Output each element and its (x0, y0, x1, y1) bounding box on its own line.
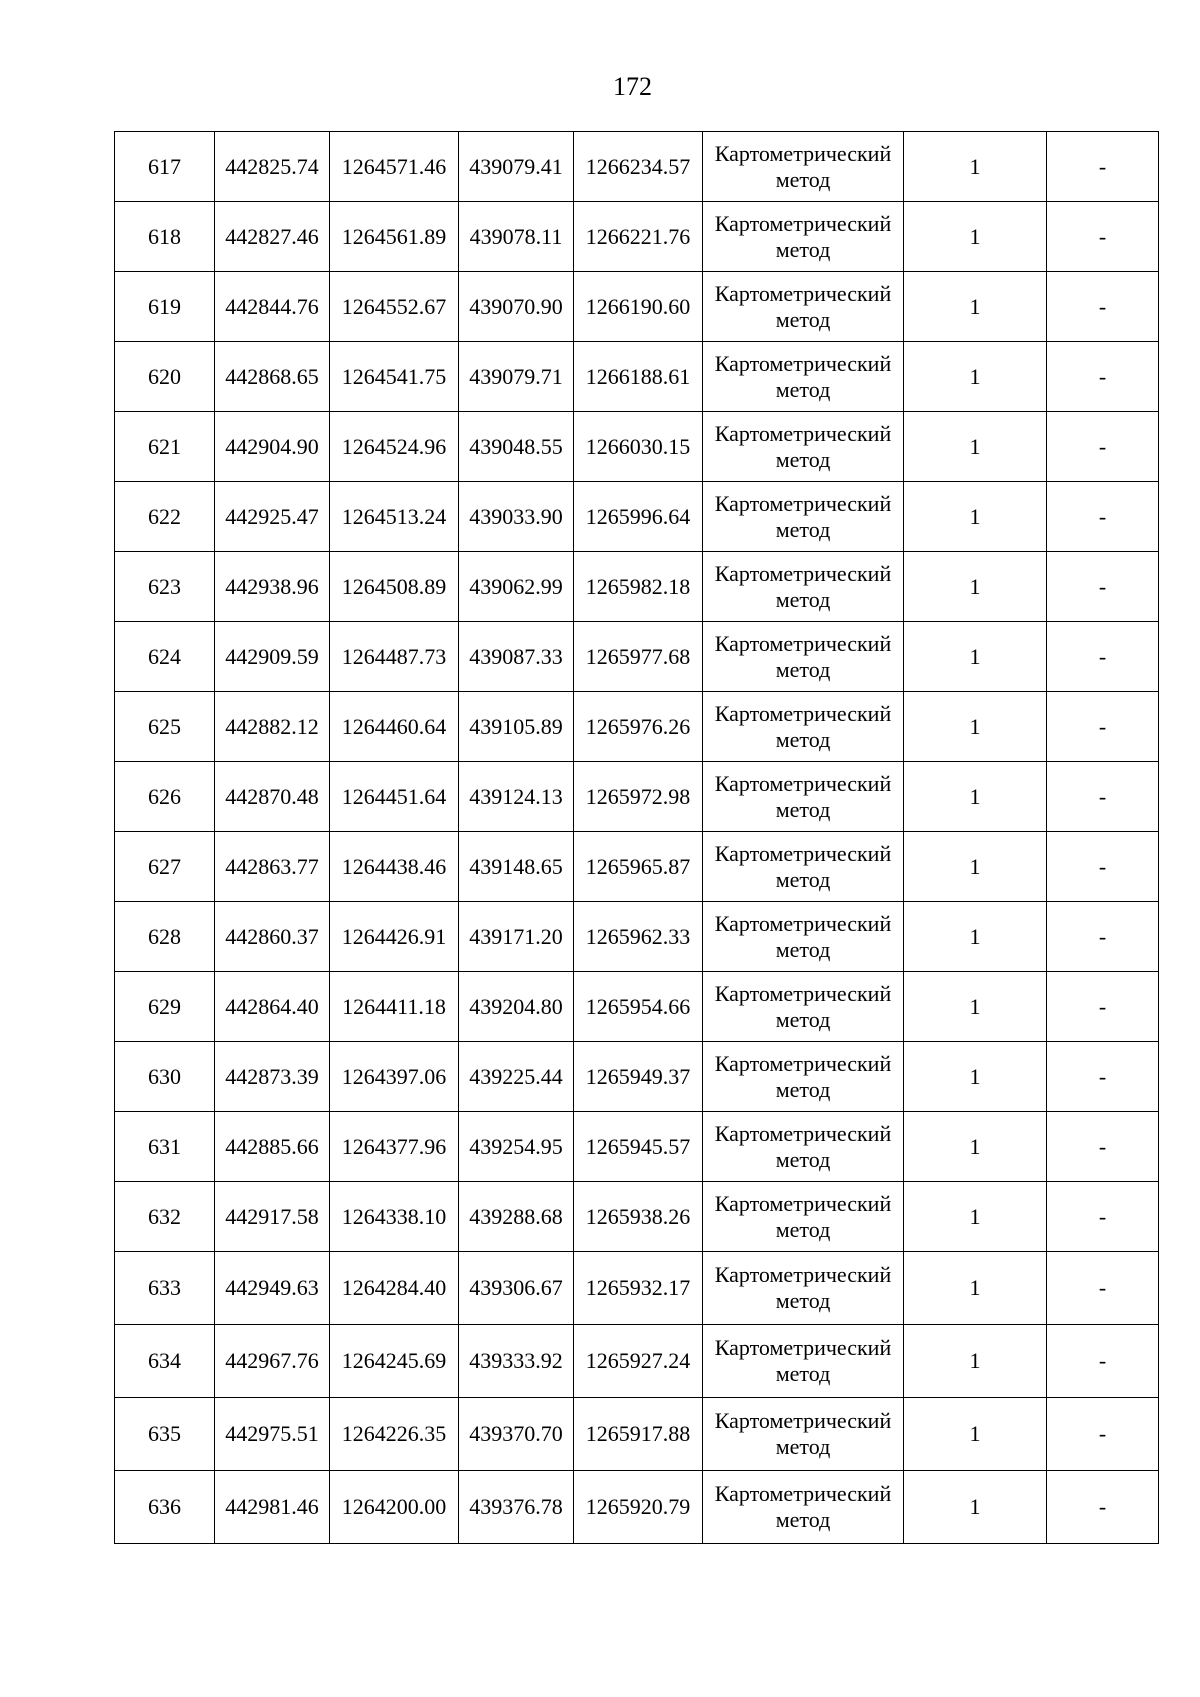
cell-x-coordinate-2: 439033.90 (459, 482, 574, 552)
cell-method (703, 972, 904, 1042)
method-word-line: метод (775, 1434, 831, 1459)
cell-x-coordinate-2: 439105.89 (459, 692, 574, 762)
method-name-line: Картометрический (714, 840, 892, 866)
cell-y-coordinate-2: 1265962.33 (574, 902, 703, 972)
cell-y-coordinate-1: 1264397.06 (330, 1042, 459, 1112)
cell-method (703, 1325, 904, 1398)
cell-accuracy: 1 (904, 342, 1047, 412)
table-row (115, 1325, 1159, 1398)
cell-note: - (1047, 482, 1159, 552)
cell-y-coordinate-2: 1265965.87 (574, 832, 703, 902)
method-word-line: метод (775, 446, 831, 472)
cell-note: - (1047, 1252, 1159, 1325)
cell-x-coordinate-2: 439254.95 (459, 1112, 574, 1182)
method-name-line: Картометрический (714, 560, 892, 586)
cell-method (703, 132, 904, 202)
cell-x-coordinate-1: 442873.39 (215, 1042, 330, 1112)
cell-note: - (1047, 972, 1159, 1042)
cell-x-coordinate-1: 442860.37 (215, 902, 330, 972)
cell-point-number: 621 (115, 412, 215, 482)
method-word-line: метод (775, 796, 831, 822)
cell-accuracy: 1 (904, 482, 1047, 552)
cell-method (703, 902, 904, 972)
method-word-line: метод (775, 1288, 831, 1313)
table-row (115, 202, 1159, 272)
table-row (115, 482, 1159, 552)
cell-y-coordinate-2: 1266188.61 (574, 342, 703, 412)
cell-y-coordinate-1: 1264411.18 (330, 972, 459, 1042)
cell-y-coordinate-1: 1264487.73 (330, 622, 459, 692)
method-word-line: метод (775, 726, 831, 752)
cell-x-coordinate-1: 442975.51 (215, 1398, 330, 1471)
table-row (115, 622, 1159, 692)
cell-note: - (1047, 272, 1159, 342)
coordinates-table (114, 131, 1159, 1544)
method-name-line: Картометрический (714, 770, 892, 796)
cell-y-coordinate-2: 1265927.24 (574, 1325, 703, 1398)
cell-point-number: 626 (115, 762, 215, 832)
method-name-line: Картометрический (714, 140, 892, 166)
cell-y-coordinate-2: 1266221.76 (574, 202, 703, 272)
cell-note: - (1047, 412, 1159, 482)
cell-x-coordinate-2: 439070.90 (459, 272, 574, 342)
cell-y-coordinate-1: 1264561.89 (330, 202, 459, 272)
cell-x-coordinate-1: 442870.48 (215, 762, 330, 832)
cell-y-coordinate-2: 1265945.57 (574, 1112, 703, 1182)
cell-y-coordinate-1: 1264200.00 (330, 1471, 459, 1544)
cell-accuracy: 1 (904, 762, 1047, 832)
cell-method (703, 1398, 904, 1471)
cell-point-number: 633 (115, 1252, 215, 1325)
method-name-line: Картометрический (714, 420, 892, 446)
cell-point-number: 634 (115, 1325, 215, 1398)
cell-y-coordinate-2: 1266030.15 (574, 412, 703, 482)
cell-x-coordinate-1: 442882.12 (215, 692, 330, 762)
cell-x-coordinate-1: 442904.90 (215, 412, 330, 482)
table-row (115, 832, 1159, 902)
cell-method (703, 622, 904, 692)
cell-accuracy: 1 (904, 272, 1047, 342)
cell-note: - (1047, 552, 1159, 622)
cell-x-coordinate-1: 442864.40 (215, 972, 330, 1042)
cell-y-coordinate-2: 1265920.79 (574, 1471, 703, 1544)
cell-y-coordinate-1: 1264426.91 (330, 902, 459, 972)
cell-note: - (1047, 832, 1159, 902)
cell-accuracy: 1 (904, 132, 1047, 202)
method-word-line: метод (775, 866, 831, 892)
cell-x-coordinate-1: 442863.77 (215, 832, 330, 902)
table-row (115, 1042, 1159, 1112)
cell-accuracy: 1 (904, 1042, 1047, 1112)
cell-x-coordinate-1: 442925.47 (215, 482, 330, 552)
cell-x-coordinate-2: 439288.68 (459, 1182, 574, 1252)
cell-method (703, 272, 904, 342)
cell-y-coordinate-2: 1265938.26 (574, 1182, 703, 1252)
cell-accuracy: 1 (904, 1325, 1047, 1398)
method-word-line: метод (775, 516, 831, 542)
cell-point-number: 631 (115, 1112, 215, 1182)
cell-x-coordinate-1: 442949.63 (215, 1252, 330, 1325)
cell-method (703, 1112, 904, 1182)
method-word-line: метод (775, 166, 831, 192)
cell-x-coordinate-1: 442909.59 (215, 622, 330, 692)
cell-note: - (1047, 902, 1159, 972)
cell-y-coordinate-2: 1266190.60 (574, 272, 703, 342)
cell-method (703, 1252, 904, 1325)
cell-method (703, 552, 904, 622)
cell-point-number: 627 (115, 832, 215, 902)
cell-y-coordinate-1: 1264451.64 (330, 762, 459, 832)
cell-accuracy: 1 (904, 202, 1047, 272)
cell-y-coordinate-1: 1264524.96 (330, 412, 459, 482)
cell-point-number: 618 (115, 202, 215, 272)
cell-y-coordinate-1: 1264460.64 (330, 692, 459, 762)
cell-y-coordinate-1: 1264338.10 (330, 1182, 459, 1252)
table-row (115, 342, 1159, 412)
table-row (115, 972, 1159, 1042)
method-word-line: метод (775, 1216, 831, 1242)
method-name-line: Картометрический (714, 1190, 892, 1216)
cell-point-number: 632 (115, 1182, 215, 1252)
cell-x-coordinate-2: 439204.80 (459, 972, 574, 1042)
cell-method (703, 1182, 904, 1252)
cell-y-coordinate-2: 1265976.26 (574, 692, 703, 762)
cell-y-coordinate-1: 1264552.67 (330, 272, 459, 342)
cell-point-number: 617 (115, 132, 215, 202)
cell-point-number: 628 (115, 902, 215, 972)
method-word-line: метод (775, 376, 831, 402)
table-row (115, 1182, 1159, 1252)
method-name-line: Картометрический (714, 350, 892, 376)
cell-method (703, 1042, 904, 1112)
cell-x-coordinate-2: 439124.13 (459, 762, 574, 832)
cell-x-coordinate-2: 439306.67 (459, 1252, 574, 1325)
cell-method (703, 412, 904, 482)
cell-accuracy: 1 (904, 692, 1047, 762)
cell-point-number: 622 (115, 482, 215, 552)
method-name-line: Картометрический (714, 210, 892, 236)
cell-method (703, 202, 904, 272)
cell-point-number: 625 (115, 692, 215, 762)
table-row (115, 1112, 1159, 1182)
cell-y-coordinate-2: 1265954.66 (574, 972, 703, 1042)
cell-x-coordinate-2: 439376.78 (459, 1471, 574, 1544)
cell-accuracy: 1 (904, 902, 1047, 972)
cell-x-coordinate-2: 439078.11 (459, 202, 574, 272)
cell-accuracy: 1 (904, 552, 1047, 622)
cell-accuracy: 1 (904, 412, 1047, 482)
method-name-line: Картометрический (714, 1120, 892, 1146)
cell-x-coordinate-2: 439225.44 (459, 1042, 574, 1112)
cell-accuracy: 1 (904, 1112, 1047, 1182)
cell-accuracy: 1 (904, 832, 1047, 902)
cell-x-coordinate-1: 442938.96 (215, 552, 330, 622)
table-row (115, 1398, 1159, 1471)
cell-y-coordinate-1: 1264284.40 (330, 1252, 459, 1325)
cell-x-coordinate-2: 439087.33 (459, 622, 574, 692)
cell-method (703, 342, 904, 412)
method-word-line: метод (775, 236, 831, 262)
method-name-line: Картометрический (714, 1408, 892, 1433)
table-row (115, 272, 1159, 342)
cell-note: - (1047, 622, 1159, 692)
cell-y-coordinate-1: 1264245.69 (330, 1325, 459, 1398)
table-row (115, 902, 1159, 972)
method-name-line: Картометрический (714, 700, 892, 726)
cell-note: - (1047, 762, 1159, 832)
cell-method (703, 762, 904, 832)
cell-y-coordinate-2: 1265996.64 (574, 482, 703, 552)
cell-note: - (1047, 1398, 1159, 1471)
table-row (115, 1471, 1159, 1544)
cell-note: - (1047, 202, 1159, 272)
cell-point-number: 624 (115, 622, 215, 692)
method-name-line: Картометрический (714, 1335, 892, 1360)
cell-y-coordinate-1: 1264438.46 (330, 832, 459, 902)
page-number: 172 (613, 72, 652, 101)
method-word-line: метод (775, 1507, 831, 1532)
cell-note: - (1047, 1042, 1159, 1112)
cell-y-coordinate-1: 1264571.46 (330, 132, 459, 202)
method-name-line: Картометрический (714, 630, 892, 656)
cell-x-coordinate-2: 439333.92 (459, 1325, 574, 1398)
method-word-line: метод (775, 936, 831, 962)
table-row (115, 412, 1159, 482)
cell-x-coordinate-2: 439171.20 (459, 902, 574, 972)
method-word-line: метод (775, 1006, 831, 1032)
cell-x-coordinate-1: 442981.46 (215, 1471, 330, 1544)
cell-note: - (1047, 1112, 1159, 1182)
method-name-line: Картометрический (714, 1050, 892, 1076)
cell-x-coordinate-1: 442885.66 (215, 1112, 330, 1182)
cell-accuracy: 1 (904, 1398, 1047, 1471)
method-name-line: Картометрический (714, 490, 892, 516)
cell-x-coordinate-2: 439048.55 (459, 412, 574, 482)
cell-y-coordinate-2: 1265982.18 (574, 552, 703, 622)
cell-x-coordinate-1: 442844.76 (215, 272, 330, 342)
cell-point-number: 623 (115, 552, 215, 622)
cell-accuracy: 1 (904, 1471, 1047, 1544)
cell-x-coordinate-2: 439148.65 (459, 832, 574, 902)
cell-y-coordinate-2: 1265932.17 (574, 1252, 703, 1325)
cell-y-coordinate-2: 1265977.68 (574, 622, 703, 692)
table-body (115, 132, 1159, 1544)
method-name-line: Картометрический (714, 1481, 892, 1506)
cell-note: - (1047, 132, 1159, 202)
table-row (115, 132, 1159, 202)
method-word-line: метод (775, 586, 831, 612)
table-row (115, 552, 1159, 622)
cell-y-coordinate-1: 1264377.96 (330, 1112, 459, 1182)
cell-x-coordinate-1: 442825.74 (215, 132, 330, 202)
cell-y-coordinate-1: 1264541.75 (330, 342, 459, 412)
cell-x-coordinate-1: 442917.58 (215, 1182, 330, 1252)
cell-y-coordinate-2: 1265972.98 (574, 762, 703, 832)
cell-note: - (1047, 1471, 1159, 1544)
method-word-line: метод (775, 306, 831, 332)
cell-point-number: 636 (115, 1471, 215, 1544)
cell-y-coordinate-1: 1264226.35 (330, 1398, 459, 1471)
table-row (115, 762, 1159, 832)
cell-accuracy: 1 (904, 622, 1047, 692)
cell-y-coordinate-1: 1264513.24 (330, 482, 459, 552)
cell-point-number: 629 (115, 972, 215, 1042)
cell-x-coordinate-2: 439370.70 (459, 1398, 574, 1471)
cell-y-coordinate-1: 1264508.89 (330, 552, 459, 622)
table-row (115, 692, 1159, 762)
cell-accuracy: 1 (904, 1252, 1047, 1325)
method-name-line: Картометрический (714, 280, 892, 306)
method-word-line: метод (775, 656, 831, 682)
method-word-line: метод (775, 1361, 831, 1386)
cell-point-number: 620 (115, 342, 215, 412)
cell-note: - (1047, 692, 1159, 762)
method-name-line: Картометрический (714, 910, 892, 936)
cell-y-coordinate-2: 1265949.37 (574, 1042, 703, 1112)
cell-x-coordinate-1: 442967.76 (215, 1325, 330, 1398)
cell-accuracy: 1 (904, 972, 1047, 1042)
table-row (115, 1252, 1159, 1325)
method-word-line: метод (775, 1076, 831, 1102)
cell-x-coordinate-1: 442827.46 (215, 202, 330, 272)
cell-note: - (1047, 342, 1159, 412)
cell-method (703, 832, 904, 902)
cell-x-coordinate-2: 439079.41 (459, 132, 574, 202)
method-word-line: метод (775, 1146, 831, 1172)
method-name-line: Картометрический (714, 1262, 892, 1287)
cell-y-coordinate-2: 1265917.88 (574, 1398, 703, 1471)
cell-note: - (1047, 1182, 1159, 1252)
cell-method (703, 692, 904, 762)
cell-y-coordinate-2: 1266234.57 (574, 132, 703, 202)
cell-point-number: 619 (115, 272, 215, 342)
cell-x-coordinate-2: 439079.71 (459, 342, 574, 412)
cell-method (703, 1471, 904, 1544)
method-name-line: Картометрический (714, 980, 892, 1006)
cell-point-number: 630 (115, 1042, 215, 1112)
cell-method (703, 482, 904, 552)
cell-note: - (1047, 1325, 1159, 1398)
cell-accuracy: 1 (904, 1182, 1047, 1252)
cell-x-coordinate-1: 442868.65 (215, 342, 330, 412)
cell-point-number: 635 (115, 1398, 215, 1471)
cell-x-coordinate-2: 439062.99 (459, 552, 574, 622)
